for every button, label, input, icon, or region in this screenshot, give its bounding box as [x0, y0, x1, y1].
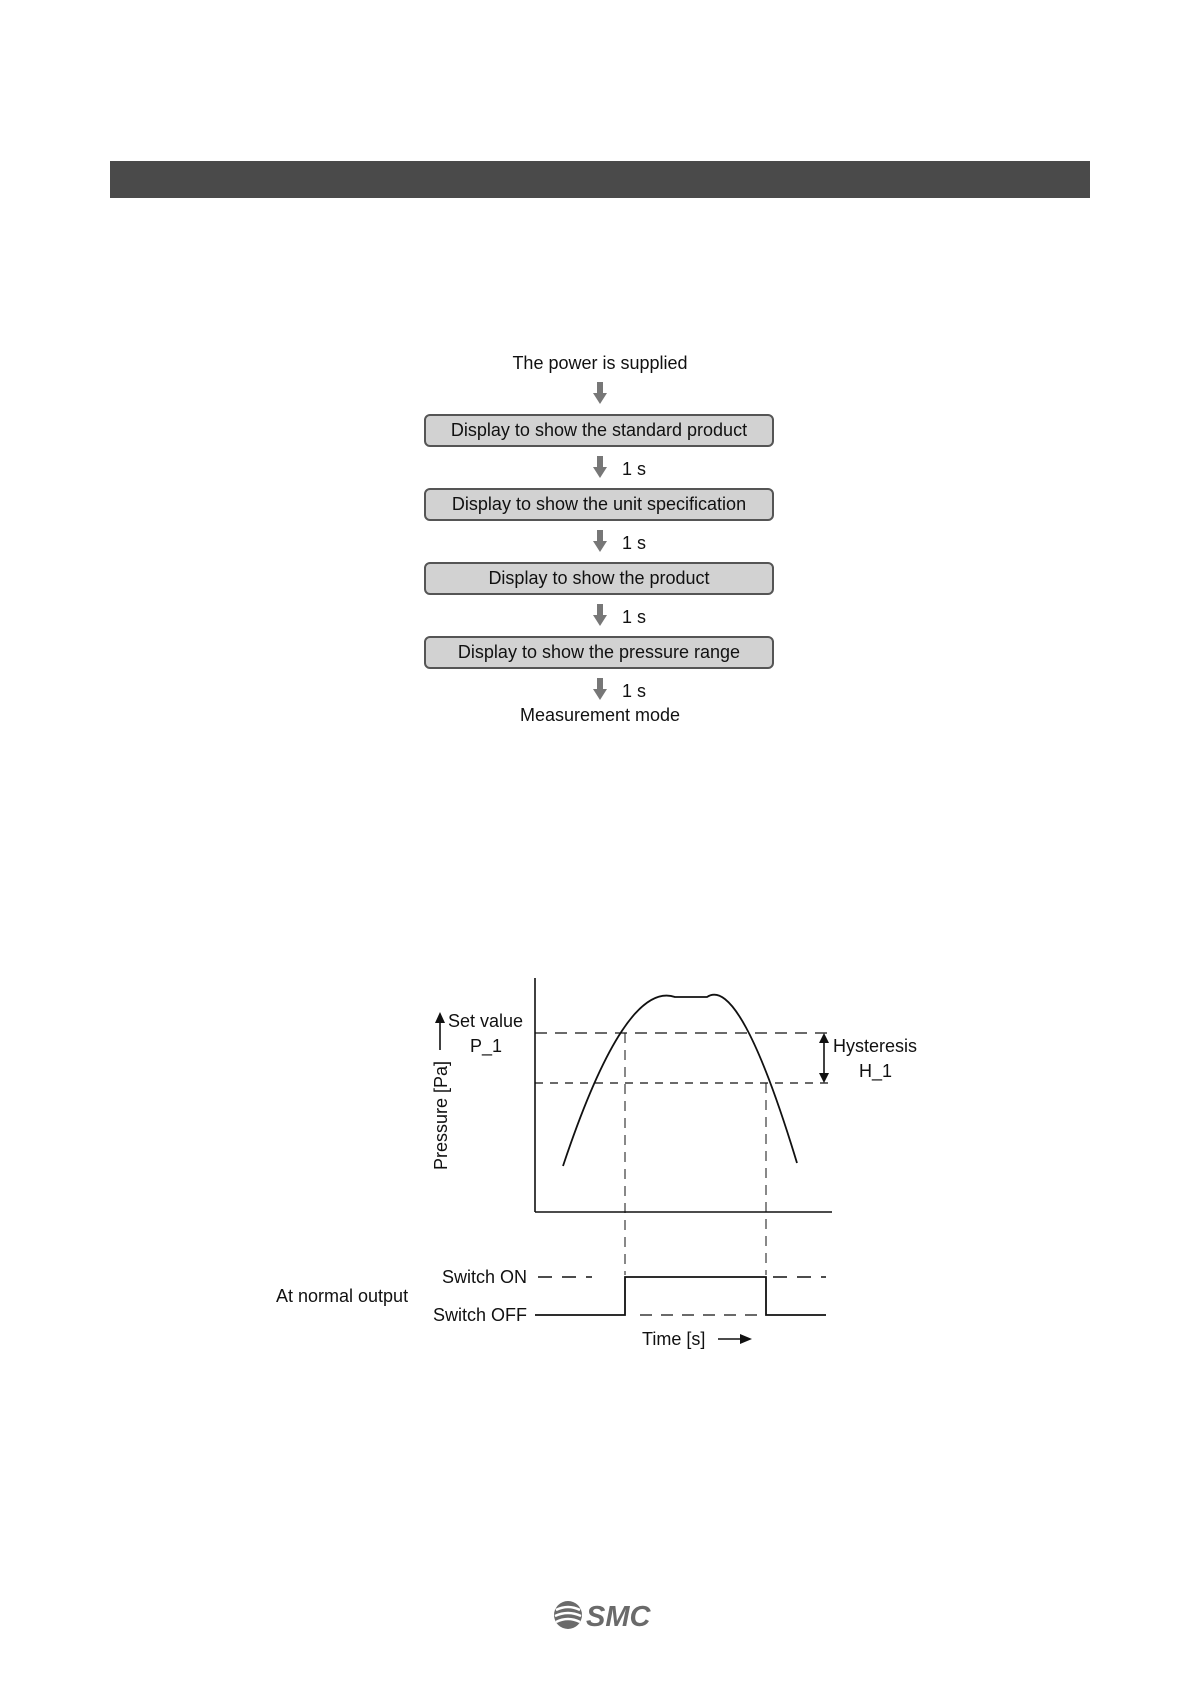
- hysteresis-label: Hysteresis: [833, 1036, 918, 1056]
- flow-step-standard-product: Display to show the standard product: [424, 414, 774, 447]
- hysteresis-symbol: H_1: [859, 1061, 893, 1081]
- smc-logo-mark-icon: [554, 1601, 582, 1629]
- flow-delay-4: 1 s: [622, 681, 647, 701]
- smc-logo-text: SMC: [586, 1601, 651, 1632]
- pressure-curve: [563, 995, 797, 1166]
- flow-delay-3: 1 s: [622, 607, 647, 627]
- switch-output-signal: [535, 1277, 826, 1315]
- flow-delay-1: 1 s: [622, 459, 647, 479]
- y-axis-label: Pressure [Pa]: [431, 1060, 451, 1170]
- hysteresis-double-arrow-icon: [819, 1033, 829, 1083]
- flow-step-unit-specification: Display to show the unit specification: [424, 488, 774, 521]
- flow-start-text: The power is supplied: [512, 353, 688, 373]
- set-value-symbol: P_1: [470, 1036, 503, 1056]
- output-mode-label: At normal output: [276, 1286, 409, 1306]
- set-value-label: Set value: [448, 1011, 524, 1031]
- smc-logo: [553, 1598, 653, 1632]
- switch-off-label: Switch OFF: [432, 1305, 527, 1325]
- switch-on-label: Switch ON: [441, 1267, 527, 1287]
- time-right-arrow-icon: [718, 1334, 752, 1344]
- flow-delay-2: 1 s: [622, 533, 647, 553]
- flow-step-product: Display to show the product: [424, 562, 774, 595]
- pressure-up-arrow-icon: [435, 1012, 445, 1050]
- flow-step-pressure-range: Display to show the pressure range: [424, 636, 774, 669]
- x-axis-label: Time [s]: [642, 1329, 706, 1349]
- flow-end-text: Measurement mode: [519, 705, 681, 725]
